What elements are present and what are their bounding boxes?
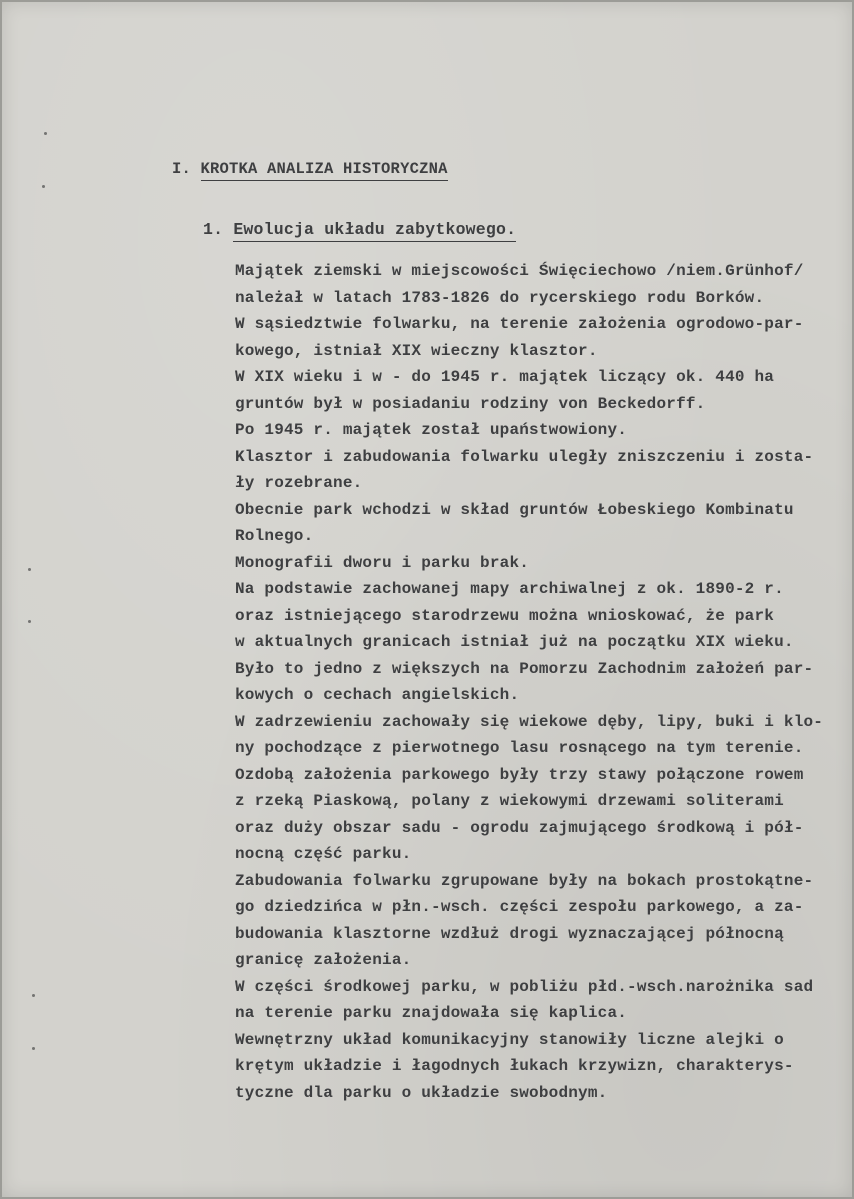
body-line: tyczne dla parku o układzie swobodnym. — [235, 1083, 608, 1102]
body-line: oraz duży obszar sadu - ogrodu zajmującego środkową i pół- — [235, 818, 804, 837]
body-line: Obecnie park wchodzi w skład gruntów Łobeskiego Kombinatu — [235, 500, 794, 519]
paper-speck — [32, 994, 35, 997]
subsection-title: Ewolucja układu zabytkowego. — [233, 220, 516, 242]
body-line: W części środkowej parku, w pobliżu płd.-wsch.narożnika sad — [235, 977, 814, 996]
body-line: nocną część parku. — [235, 845, 412, 863]
paper-speck — [42, 185, 45, 188]
body-line: kowego, istniał XIX wieczny klasztor. — [235, 341, 598, 360]
body-line: budowania klasztorne wzdłuż drogi wyznaczającej północną — [235, 924, 784, 943]
body-line: należał w latach 1783-1826 do rycerskiego rodu Borków. — [235, 288, 765, 307]
body-line: w aktualnych granicach istniał już na początku XIX wieku. — [235, 633, 794, 651]
body-line: go dziedzińca w płn.-wsch. części zespołu parkowego, a za- — [235, 898, 804, 916]
body-line: W XIX wieku i w - do 1945 r. majątek liczący ok. 440 ha — [235, 368, 775, 386]
subsection-number: 1. — [203, 220, 224, 239]
body-line: Klasztor i zabudowania folwarku uległy zniszczeniu i zosta- — [235, 447, 814, 466]
body-line: gruntów był w posiadaniu rodziny von Beckedorff. — [235, 394, 706, 413]
body-line: Rolnego. — [235, 527, 314, 545]
body-line: ły rozebrane. — [235, 474, 363, 492]
body-line: Na podstawie zachowanej mapy archiwalnej z ok. 1890-2 r. — [235, 580, 784, 598]
paper-speck — [28, 620, 31, 623]
paper-speck — [32, 1047, 35, 1050]
body-text — [235, 258, 823, 1106]
body-line: Ozdobą założenia parkowego były trzy stawy połączone rowem — [235, 765, 804, 784]
body-line: W sąsiedztwie folwarku, na terenie założenia ogrodowo-par- — [235, 315, 804, 333]
body-line: kowych o cechach angielskich. — [235, 686, 520, 704]
paper-speck — [28, 568, 31, 571]
document-page — [2, 2, 852, 1197]
body-line: Majątek ziemski w miejscowości Święciechowo /niem.Grünhof/ — [235, 262, 804, 280]
paper-speck — [44, 132, 47, 135]
body-line: Monografii dworu i parku brak. — [235, 553, 530, 572]
body-line: ny pochodzące z pierwotnego lasu rosnącego na tym terenie. — [235, 739, 804, 757]
body-line: z rzeką Piaskową, polany z wiekowymi drzewami soliterami — [235, 792, 784, 810]
body-line: Było to jedno z większych na Pomorzu Zachodnim założeń par- — [235, 659, 814, 678]
body-line: krętym układzie i łagodnych łukach krzywizn, charakterys- — [235, 1057, 794, 1075]
body-line: Po 1945 r. majątek został upaństwowiony. — [235, 421, 628, 439]
section-title: KROTKA ANALIZA HISTORYCZNA — [201, 160, 448, 181]
section-heading — [172, 160, 448, 178]
body-line: oraz istniejącego starodrzewu można wnioskować, że park — [235, 606, 775, 625]
body-line: W zadrzewieniu zachowały się wiekowe dęby, lipy, buki i klo- — [235, 712, 824, 731]
body-line: Zabudowania folwarku zgrupowane były na bokach prostokątne- — [235, 871, 814, 890]
section-number: I. — [172, 160, 192, 178]
body-line: Wewnętrzny układ komunikacyjny stanowiły liczne alejki o — [235, 1030, 784, 1049]
body-line: na terenie parku znajdowała się kaplica. — [235, 1004, 628, 1022]
body-line: granicę założenia. — [235, 951, 412, 969]
subsection-heading — [203, 220, 516, 239]
